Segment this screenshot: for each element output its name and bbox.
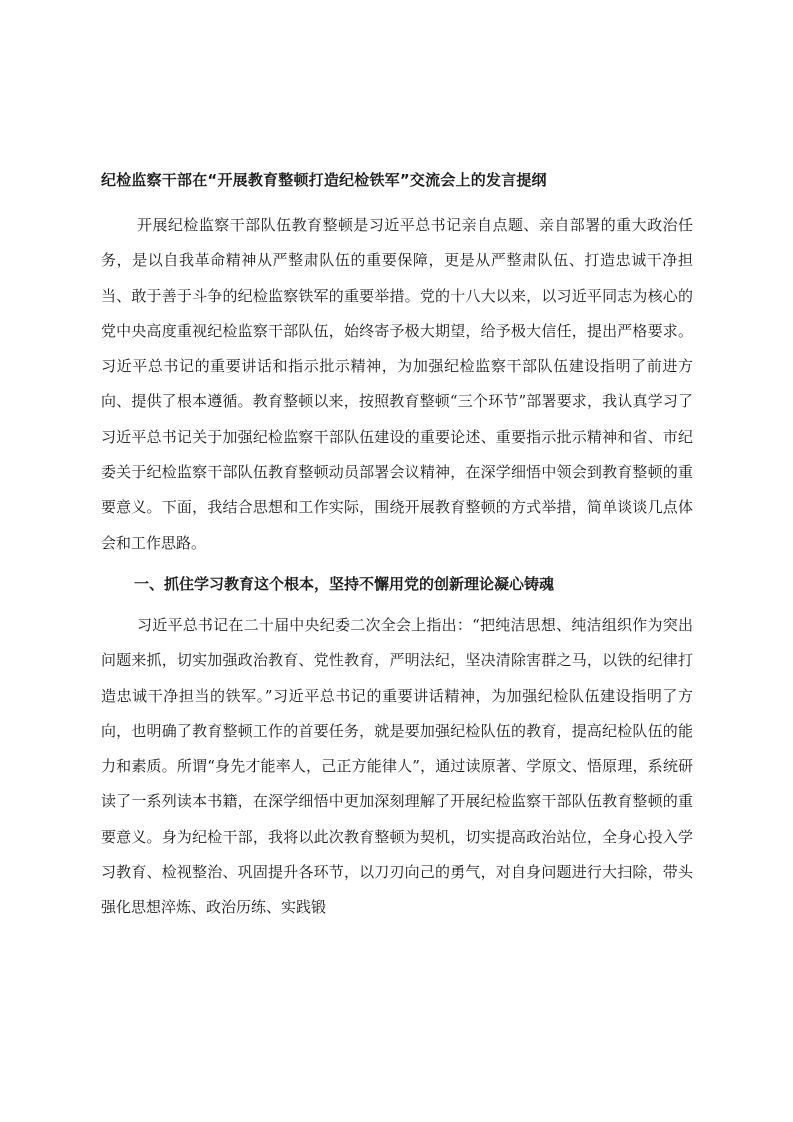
section-1-paragraph: 习近平总书记在二十届中央纪委二次全会上指出：“把纯洁思想、纯洁组织作为突出问题来抓，切实加强政治教育、党性教育，严明法纪，坚决清除害群之马，以铁的纪律打造忠诚干净担当的铁军。”习近平总书记的重要讲话精神，为加强纪检队伍建设指明了方向，也明确了教育整顿工作的首要任务，就是要加强纪检队伍的教育，提高纪检队伍的能力和素质。所谓“身先才能率人，己正方能律人”，通过读原著、学原文、悟原理，系统研读了一系列读本书籍，在深学细悟中更加深刻理解了开展纪检监察干部队伍教育整顿的重要意义。身为纪检干部，我将以此次教育整顿为契机，切实提高政治站位，全身心投入学习教育、检视整治、巩固提升各环节，以刀刃向己的勇气，对自身问题进行大扫除，带头强化思想淬炼、政治历练、实践锻	[101, 615, 693, 917]
intro-paragraph: 开展纪检监察干部队伍教育整顿是习近平总书记亲自点题、亲自部署的重大政治任务，是以自我革命精神从严整肃队伍的重要保障，更是从严整肃队伍、打造忠诚干净担当、敢于善于斗争的纪检监察铁军的重要举措。党的十八大以来，以习近平同志为核心的党中央高度重视纪检监察干部队伍，始终寄予极大期望，给予极大信任，提出严格要求。习近平总书记的重要讲话和指示批示精神，为加强纪检监察干部队伍建设指明了前进方向、提供了根本遵循。教育整顿以来，按照教育整顿“三个环节”部署要求，我认真学习了习近平总书记关于加强纪检监察干部队伍建设的重要论述、重要指示批示精神和省、市纪委关于纪检监察干部队伍教育整顿动员部署会议精神，在深学细悟中领会到教育整顿的重要意义。下面，我结合思想和工作实际，围绕开展教育整顿的方式举措，简单谈谈几点体会和工作思路。	[101, 216, 693, 552]
section-heading-1: 一、抓住学习教育这个根本，坚持不懈用党的创新理论凝心铸魂	[134, 574, 555, 593]
document-body	[101, 168, 693, 932]
document-title: 纪检监察干部在“开展教育整顿打造纪检铁军”交流会上的发言提纲	[101, 171, 547, 189]
